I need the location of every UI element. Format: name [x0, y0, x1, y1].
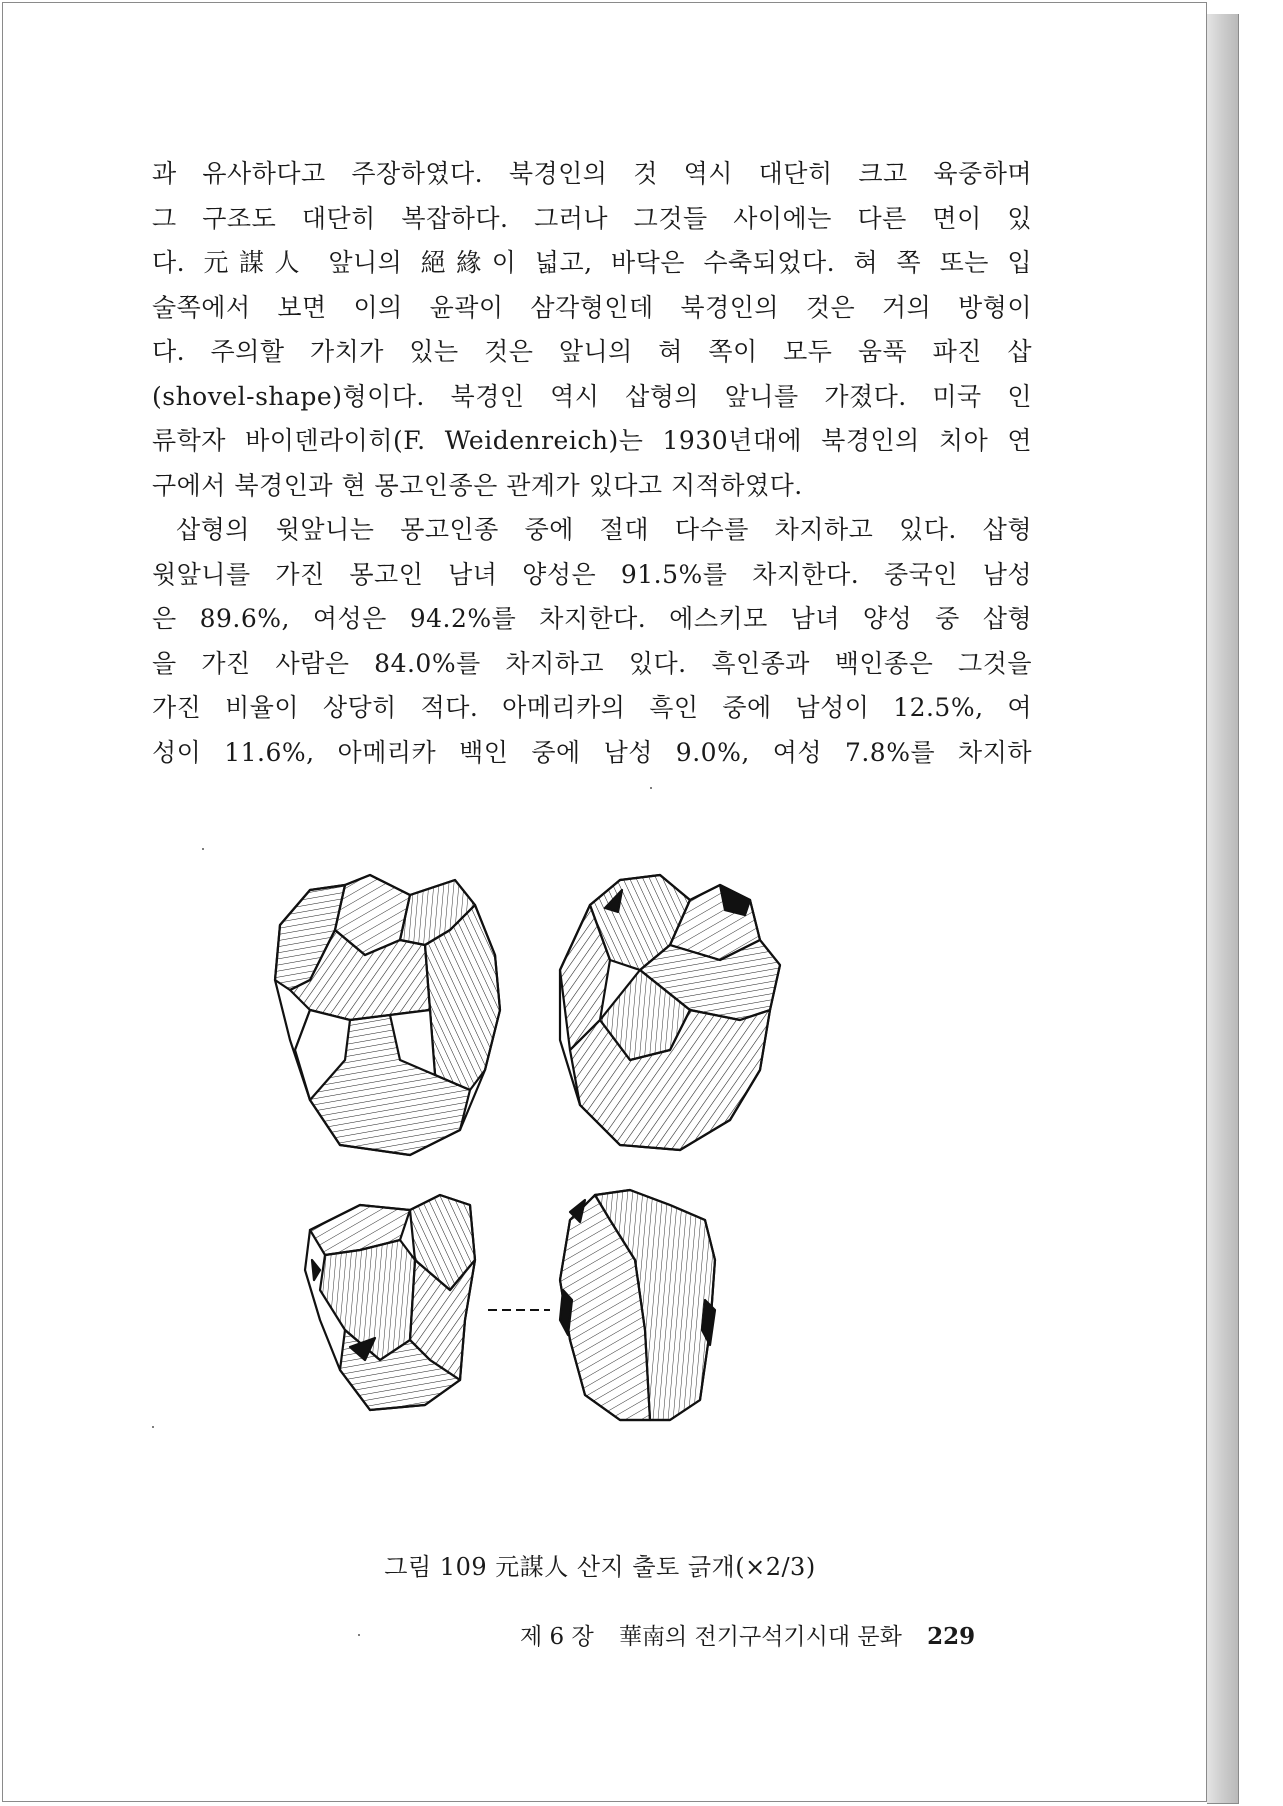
page-footer	[520, 1618, 1020, 1651]
text-line: 류학자 바이덴라이히(F. Weidenreich)는 1930년대에 북경인의 치아 연	[152, 426, 1032, 455]
text-line: 구에서 북경인과 현 몽고인종은 관계가 있다고 지적하였다.	[152, 470, 803, 500]
text-line: 은 89.6%, 여성은 94.2%를 차지한다. 에스키모 남녀 양성 중 삽형	[152, 604, 1032, 633]
page-number: 229	[927, 1623, 976, 1650]
artifact-top-left	[275, 875, 500, 1155]
text-line: 성이 11.6%, 아메리카 백인 중에 남성 9.0%, 여성 7.8%를 차지하	[152, 737, 1032, 767]
text-line: 가진 비율이 상당히 적다. 아메리카의 흑인 중에 남성이 12.5%, 여	[152, 693, 1032, 722]
artifact-bottom-right	[560, 1190, 715, 1420]
scan-speck	[358, 1634, 360, 1636]
text-line: 그 구조도 대단히 복잡하다. 그러나 그것들 사이에는 다른 면이 있	[152, 203, 1032, 233]
artifact-bottom-left	[305, 1195, 475, 1410]
text-line: 다. 주의할 가치가 있는 것은 앞니의 혀 쪽이 모두 움푹 파진 삽	[152, 337, 1032, 366]
body-text	[152, 152, 1032, 775]
text-line: 술쪽에서 보면 이의 윤곽이 삼각형인데 북경인의 것은 거의 방형이	[152, 292, 1032, 322]
figure-caption: 그림 109 元謀人 산지 출토 긁개(×2/3)	[384, 1553, 816, 1581]
artifact-top-right	[560, 875, 780, 1150]
footer-chapter: 제 6 장	[520, 1624, 594, 1650]
scan-speck	[202, 848, 204, 850]
text-line: (shovel-shape)형이다. 북경인 역시 삽형의 앞니를 가졌다. 미국 인	[152, 381, 1032, 411]
scan-speck	[650, 787, 652, 789]
text-line: 과 유사하다고 주장하였다. 북경인의 것 역시 대단히 크고 육중하며	[152, 159, 1032, 188]
footer-title: 華南의 전기구석기시대 문화	[619, 1624, 902, 1650]
text-line: 을 가진 사람은 84.0%를 차지하고 있다. 흑인종과 백인종은 그것을	[152, 648, 1032, 678]
scraper-illustration	[250, 860, 930, 1520]
text-line: 윗앞니를 가진 몽고인 남녀 양성은 91.5%를 차지한다. 중국인 남성	[152, 559, 1032, 589]
page-edge-shadow	[1207, 14, 1239, 1804]
scan-speck	[152, 1426, 154, 1428]
text-line: 다. 元謀人 앞니의 絕緣이 넓고, 바닥은 수축되었다. 혀 쪽 또는 입	[152, 248, 1032, 277]
text-line: 삽형의 윗앞니는 몽고인종 중에 절대 다수를 차지하고 있다. 삽형	[176, 515, 1032, 544]
